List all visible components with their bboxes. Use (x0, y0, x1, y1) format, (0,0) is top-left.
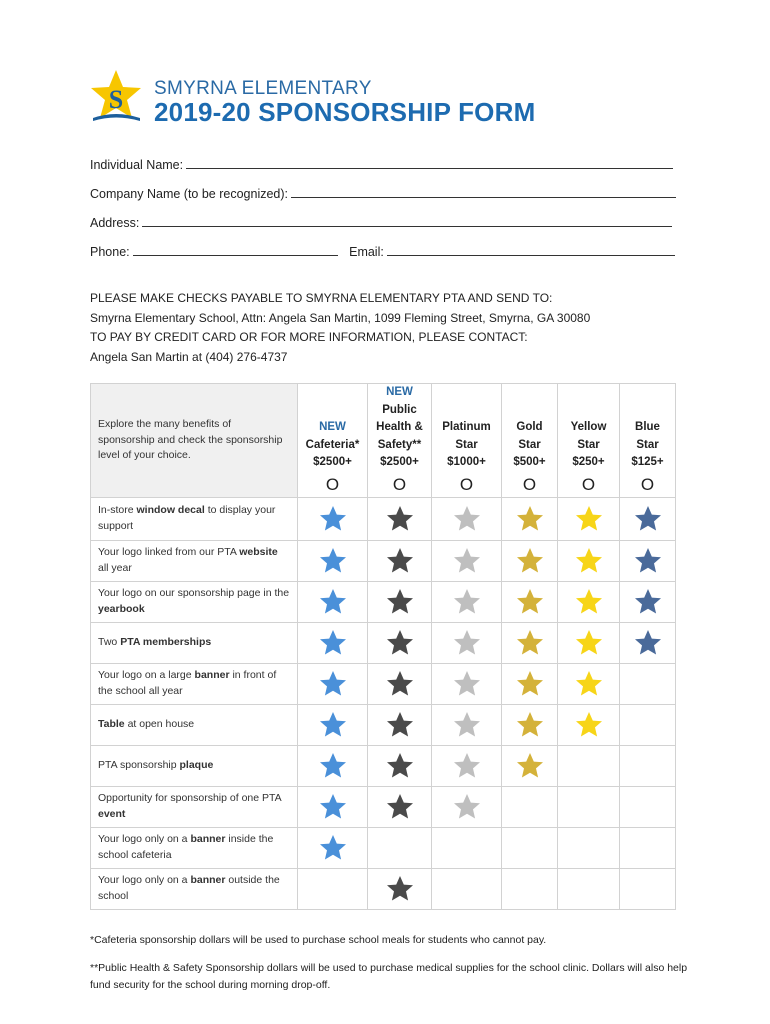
benefit-description (91, 745, 298, 786)
benefit-cell (502, 581, 558, 622)
star-icon (386, 505, 414, 532)
benefit-cell (298, 540, 368, 581)
benefit-row (91, 827, 676, 868)
table-intro: Explore the many benefits of sponsorship and check the sponsorship level of your choice. (91, 384, 298, 498)
level-label-line: Public (382, 403, 417, 416)
benefit-cell (298, 704, 368, 745)
benefit-cell (298, 497, 368, 540)
star-icon (453, 752, 481, 779)
benefit-text: to display your support (98, 504, 276, 532)
benefit-keyword: banner (194, 669, 230, 681)
benefit-text: inside the school cafeteria (98, 833, 274, 861)
star-icon (319, 505, 347, 532)
benefit-text: all year (98, 561, 132, 574)
benefit-cell (368, 622, 432, 663)
star-icon (634, 505, 662, 532)
benefit-row (91, 663, 676, 704)
benefit-text: Your logo on a large (98, 669, 195, 681)
benefit-row (91, 540, 676, 581)
level-label-line: Platinum (442, 421, 491, 433)
benefit-keyword: PTA memberships (120, 635, 212, 648)
benefit-cell (558, 622, 620, 663)
benefit-cell (368, 581, 432, 622)
benefit-description (91, 704, 298, 745)
benefit-cell (432, 868, 502, 909)
level-label-line: Cafeteria* (305, 438, 360, 451)
star-icon (319, 834, 347, 861)
benefit-cell (558, 745, 620, 786)
benefit-cell (432, 827, 502, 868)
sponsorship-table (90, 383, 676, 910)
new-badge: NEW (386, 386, 413, 398)
star-icon (516, 588, 544, 615)
benefit-text: Your logo on our sponsorship page in the (98, 587, 290, 599)
star-icon (453, 588, 481, 615)
benefit-cell (620, 581, 676, 622)
star-icon (386, 793, 414, 820)
star-icon (453, 547, 481, 574)
instructions-line-2: Smyrna Elementary School, Attn: Angela San Martin, 1099 Fleming Street, Smyrna, GA 30080 (90, 310, 591, 325)
star-icon (319, 670, 347, 697)
star-icon (319, 629, 347, 656)
star-icon (386, 711, 414, 738)
benefit-row (91, 786, 676, 827)
benefit-cell (620, 786, 676, 827)
benefit-cell (368, 868, 432, 909)
benefit-row (91, 704, 676, 745)
level-label-line: $2500+ (313, 456, 352, 468)
benefit-keyword: banner (190, 833, 226, 845)
level-label-line: Gold (516, 421, 543, 433)
individual-name-field[interactable] (186, 156, 673, 169)
address-field[interactable] (142, 214, 672, 227)
phone-field[interactable] (133, 243, 338, 256)
level-checkbox[interactable]: O (392, 474, 407, 494)
star-icon (516, 752, 544, 779)
footnote-health-safety: **Public Health & Safety Sponsorship dollars will be used to purchase medical supplies for the school clinic. Dollars will also help fund security for the school during morning drop-off. (90, 962, 688, 991)
benefit-cell (620, 827, 676, 868)
benefit-cell (502, 704, 558, 745)
benefit-cell (558, 581, 620, 622)
level-label-line: $500+ (513, 456, 546, 468)
benefit-cell (432, 704, 502, 745)
individual-name-row (90, 156, 673, 172)
email-label: Email: (349, 245, 384, 259)
benefit-text: Your logo only on a (98, 874, 191, 886)
benefit-cell (620, 540, 676, 581)
benefit-cell (432, 497, 502, 540)
benefit-cell (298, 622, 368, 663)
level-checkbox[interactable]: O (640, 474, 655, 494)
benefit-row (91, 868, 676, 909)
star-icon (319, 793, 347, 820)
benefit-cell (298, 663, 368, 704)
benefit-cell (620, 868, 676, 909)
benefit-cell (558, 540, 620, 581)
benefit-description (91, 663, 298, 704)
benefit-cell (432, 540, 502, 581)
benefit-cell (368, 497, 432, 540)
star-icon (386, 588, 414, 615)
benefit-cell (368, 827, 432, 868)
star-icon (453, 711, 481, 738)
benefit-row (91, 497, 676, 540)
benefit-cell (368, 704, 432, 745)
level-header-4 (558, 384, 620, 498)
benefit-text: PTA sponsorship (98, 758, 180, 771)
benefit-row (91, 581, 676, 622)
benefit-cell (298, 868, 368, 909)
benefit-keyword: window decal (136, 504, 205, 516)
level-label-line: Star (455, 438, 478, 451)
star-icon (319, 711, 347, 738)
level-label-line: Blue (635, 421, 660, 433)
school-logo (90, 70, 142, 126)
benefit-cell (368, 786, 432, 827)
star-icon (516, 629, 544, 656)
address-label: Address: (90, 216, 140, 230)
benefit-cell (502, 497, 558, 540)
instructions-line-4: Angela San Martin at (404) 276-4737 (90, 349, 288, 364)
benefit-description (91, 497, 298, 540)
benefit-cell (432, 786, 502, 827)
benefit-keyword: website (239, 546, 278, 558)
benefit-cell (502, 745, 558, 786)
benefit-cell (558, 786, 620, 827)
benefit-description (91, 540, 298, 581)
benefit-cell (298, 827, 368, 868)
level-label-line: $125+ (631, 456, 664, 468)
address-row (90, 214, 672, 230)
benefit-description (91, 581, 298, 622)
level-label-line: Star (636, 438, 659, 451)
level-label-line: $1000+ (447, 456, 486, 468)
benefit-description (91, 868, 298, 909)
benefit-text: Opportunity for sponsorship of one PTA (98, 792, 282, 804)
benefit-cell (620, 663, 676, 704)
benefit-cell (368, 745, 432, 786)
star-icon (453, 505, 481, 532)
benefit-cell (558, 497, 620, 540)
star-icon (386, 670, 414, 697)
benefit-cell (432, 663, 502, 704)
star-icon (386, 875, 414, 902)
level-header-1 (368, 384, 432, 498)
level-header-5 (620, 384, 676, 498)
school-name: SMYRNA ELEMENTARY (154, 78, 372, 99)
benefit-cell (502, 868, 558, 909)
benefit-keyword: banner (190, 874, 226, 886)
level-label-line: $250+ (572, 456, 605, 468)
benefit-cell (620, 622, 676, 663)
star-icon (575, 588, 603, 615)
level-header-2 (432, 384, 502, 498)
benefit-cell (620, 497, 676, 540)
benefit-cell (502, 827, 558, 868)
benefit-cell (558, 868, 620, 909)
benefit-cell (432, 745, 502, 786)
benefit-text: in front of the school all year (98, 669, 277, 697)
instructions-line-1: PLEASE MAKE CHECKS PAYABLE TO SMYRNA ELEMENTARY PTA AND SEND TO: (90, 291, 553, 305)
benefit-cell (502, 540, 558, 581)
benefit-keyword: Table (98, 717, 125, 730)
benefit-cell (368, 663, 432, 704)
star-icon (319, 752, 347, 779)
star-icon (516, 711, 544, 738)
benefit-cell (620, 745, 676, 786)
star-icon (319, 547, 347, 574)
star-icon (634, 629, 662, 656)
level-label-line: Star (518, 438, 541, 451)
star-icon (516, 505, 544, 532)
star-icon (634, 547, 662, 574)
benefit-cell (502, 622, 558, 663)
level-checkbox[interactable]: O (522, 474, 537, 494)
benefit-description (91, 827, 298, 868)
logo-swoosh (93, 114, 140, 121)
benefit-text: outside the school (98, 874, 280, 902)
benefit-cell (368, 540, 432, 581)
star-icon (453, 793, 481, 820)
level-header-0 (298, 384, 368, 498)
star-icon (386, 547, 414, 574)
form-title: 2019-20 SPONSORSHIP FORM (154, 97, 536, 127)
star-icon (634, 588, 662, 615)
benefit-cell (298, 581, 368, 622)
star-icon (575, 629, 603, 656)
phone-label: Phone: (90, 245, 130, 259)
logo-letter: S (108, 85, 124, 114)
benefit-text: Two (98, 635, 121, 648)
individual-name-label: Individual Name: (90, 158, 184, 172)
phone-email-row (90, 243, 675, 259)
level-label-line: Star (577, 438, 600, 451)
company-name-field[interactable] (291, 185, 676, 198)
footnote-cafeteria: *Cafeteria sponsorship dollars will be used to purchase school meals for students who cannot pay. (90, 934, 547, 946)
star-icon (516, 547, 544, 574)
star-icon (575, 711, 603, 738)
benefit-keyword: event (98, 807, 126, 820)
table-header-row (91, 384, 676, 498)
benefit-keyword: yearbook (98, 602, 145, 615)
payment-instructions (90, 289, 590, 367)
level-checkbox[interactable]: O (581, 474, 596, 494)
level-checkbox[interactable]: O (459, 474, 474, 494)
benefit-cell (558, 827, 620, 868)
benefit-cell (558, 704, 620, 745)
benefit-text: Your logo only on a (98, 833, 191, 845)
benefit-text: Your logo linked from our PTA (98, 546, 240, 558)
instructions-line-3: TO PAY BY CREDIT CARD OR FOR MORE INFORMATION, PLEASE CONTACT: (90, 330, 528, 344)
benefit-text: at open house (124, 717, 195, 730)
benefit-description (91, 786, 298, 827)
star-icon (386, 629, 414, 656)
benefit-cell (432, 622, 502, 663)
star-icon (575, 670, 603, 697)
benefit-row (91, 745, 676, 786)
benefit-description (91, 622, 298, 663)
benefit-cell (502, 786, 558, 827)
level-label-line: Safety** (377, 438, 422, 451)
benefit-cell (558, 663, 620, 704)
benefit-cell (432, 581, 502, 622)
benefit-cell (298, 786, 368, 827)
star-icon (386, 752, 414, 779)
star-icon (516, 670, 544, 697)
benefit-cell (298, 745, 368, 786)
company-name-row (90, 185, 676, 201)
benefit-cell (620, 704, 676, 745)
level-label-line: $2500+ (380, 456, 419, 468)
email-field[interactable] (387, 243, 675, 256)
level-checkbox[interactable]: O (325, 474, 340, 494)
level-header-3 (502, 384, 558, 498)
benefit-keyword: plaque (179, 758, 214, 771)
star-icon (319, 588, 347, 615)
benefit-text: In-store (98, 504, 137, 516)
level-label-line: Health & (376, 421, 423, 433)
star-icon (453, 670, 481, 697)
star-icon (453, 629, 481, 656)
new-badge: NEW (319, 421, 346, 433)
level-label-line: Yellow (570, 421, 607, 433)
star-icon (575, 505, 603, 532)
company-name-label: Company Name (to be recognized): (90, 187, 289, 201)
benefit-row (91, 622, 676, 663)
star-icon (575, 547, 603, 574)
benefit-cell (502, 663, 558, 704)
